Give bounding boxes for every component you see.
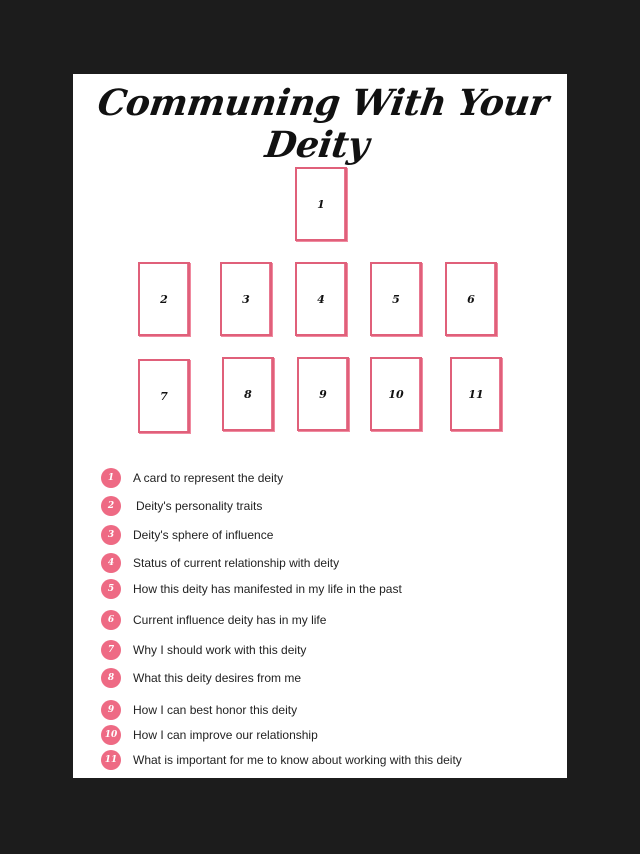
card-position-3 [220,262,272,336]
spread-sheet [73,74,567,778]
number-badge: 3 [101,525,121,545]
card-number: 10 [388,387,404,401]
number-badge: 5 [101,579,121,599]
card-position-7 [138,359,190,433]
card-number: 11 [468,387,484,401]
number-badge: 2 [101,496,121,516]
card-position-1 [295,167,347,241]
legend-text: Status of current relationship with deity [133,556,340,570]
card-position-4 [295,262,347,336]
legend-text: What is important for me to know about working with this deity [133,753,462,767]
number-badge: 10 [101,725,121,745]
card-number: 7 [160,389,168,403]
number-badge: 11 [101,750,121,770]
legend-text: A card to represent the deity [133,471,284,485]
card-number: 6 [467,292,475,306]
legend-text: How I can improve our relationship [133,728,318,742]
legend-text: Deity's personality traits [136,499,263,513]
number-badge: 7 [101,640,121,660]
legend-text: What this deity desires from me [133,671,302,685]
legend-text: Current influence deity has in my life [133,613,327,627]
card-number: 4 [317,292,325,306]
number-badge: 6 [101,610,121,630]
card-position-2 [138,262,190,336]
card-position-5 [370,262,422,336]
legend-text: How this deity has manifested in my life in the past [133,582,402,596]
card-position-8 [222,357,274,431]
card-number: 1 [317,197,325,211]
legend-text: Why I should work with this deity [133,643,307,657]
card-number: 8 [244,387,252,401]
card-number: 3 [242,292,250,306]
card-position-11 [450,357,502,431]
legend-text: Deity's sphere of influence [133,528,274,542]
page-title: Communing With Your Deity [95,82,551,166]
card-position-10 [370,357,422,431]
legend-text: How I can best honor this deity [133,703,298,717]
number-badge: 9 [101,700,121,720]
card-number: 5 [392,292,400,306]
card-number: 9 [319,387,327,401]
number-badge: 4 [101,553,121,573]
card-position-6 [445,262,497,336]
card-number: 2 [160,292,168,306]
number-badge: 8 [101,668,121,688]
number-badge: 1 [101,468,121,488]
card-position-9 [297,357,349,431]
